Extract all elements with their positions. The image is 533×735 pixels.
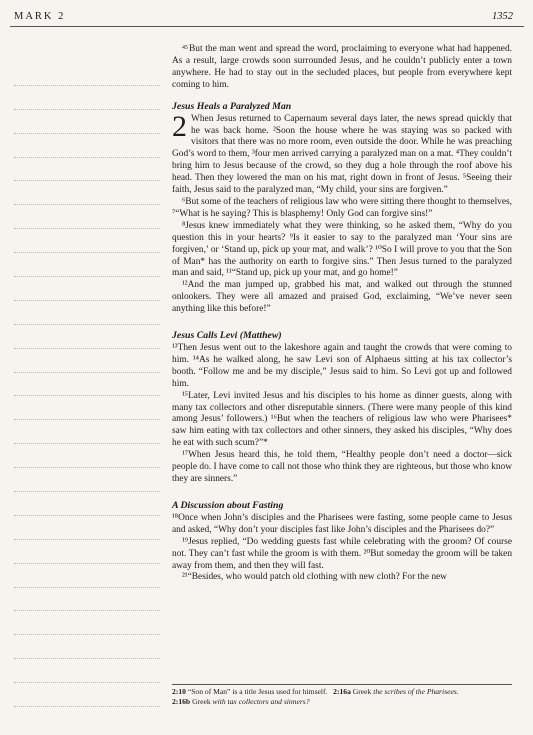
verse-paragraph: ¹³Then Jesus went out to the lakeshore again and taught the crowds that were coming to him. ¹⁴As he walked along, he saw Levi son of Alphaeus sitting at his tax collector’s booth. “Follow me and be my disciple,” Jesus said to him. So Levi got up and followed him. (172, 343, 512, 389)
page-number: 1352 (492, 11, 513, 22)
verse-paragraph: $^{45}$But the man went and spread the word, proclaiming to everyone what had happened. As a result, large crowds soon surrounded Jesus, and he couldn’t publicly enter a town anywhere. He had to stay out in the secluded places, but people from everywhere kept coming to him. (172, 44, 512, 90)
footnote-ref: 2:10 (172, 687, 186, 696)
verse-paragraph: ¹⁷When Jesus heard this, he told them, “Healthy people don’t need a doctor—sick people do. I have come to call not those who think they are righteous, but those who know they are sinners.” (172, 450, 512, 484)
verse-paragraph: ¹⁵Later, Levi invited Jesus and his disciples to his home as dinner guests, along with many tax collectors and other disreputable sinners. (There were many people of this kind among Jesus’ followers.) ¹⁶But when the teachers of religious law who were Pharisees* saw him eating with tax collectors and other sinners, they asked his disciples, “Why does he eat with such scum?”* (172, 390, 512, 449)
header-rule (10, 26, 524, 27)
footnote-text: the scribes of the Pharisees. (373, 687, 459, 696)
verse-paragraph: ¹⁸Once when John’s disciples and the Pharisees were fasting, some people came to Jesus and asked, “Why don’t your disciples fast like John’s disciples and the Pharisees do?” (172, 512, 512, 535)
verse-number: 45 (182, 45, 188, 51)
scripture-text (172, 44, 512, 584)
chapter-number: 2 (172, 109, 187, 143)
verse-paragraph: ⁸Jesus knew immediately what they were thinking, so he asked them, “Why do you question this in your hearts? ⁹Is it easier to say to the paralyzed man ‘Your sins are forgiven,’ or ‘Stand up, pick up your mat, and walk’? ¹⁰So I will prove to you that the Son of Man* has the authority on earth to forgive sins.” Then Jesus turned to the paralyzed man and said, ¹¹“Stand up, pick up your mat, and go home!” (172, 220, 512, 279)
verse-paragraph: ²¹“Besides, who would patch old clothing with new cloth? For the new (182, 572, 447, 583)
verse-paragraph: ¹²And the man jumped up, grabbed his mat, and walked out through the stunned onlookers. They were all amazed and praised God, exclaiming, “We’ve never seen anything like this before!” (172, 280, 512, 315)
section-heading: Jesus Calls Levi (Matthew) (172, 330, 282, 342)
footnote-ref: 2:16b (172, 696, 191, 706)
footnote-lead: Greek (192, 696, 211, 706)
verse-paragraph: ⁶But some of the teachers of religious law who were sitting there thought to themselves, ⁷“What is he saying? This is blasphemy! Only God can forgive sins!” (172, 196, 513, 219)
footnote-ref: 2:16a (333, 687, 351, 696)
section-heading: A Discussion about Fasting (172, 499, 284, 511)
footnote-text: “Son of Man” is a title Jesus used for himself. (187, 687, 328, 696)
section-heading: Jesus Heals a Paralyzed Man (172, 100, 292, 112)
journaling-margin (14, 62, 160, 707)
verse-paragraph: ¹⁹Jesus replied, “Do wedding guests fast while celebrating with the groom? Of course not. They can’t fast while the groom is with them. ²⁰But someday the groom will be taken away from them, and then they will fast. (172, 536, 512, 571)
running-header-book: MARK 2 (14, 11, 66, 22)
footnote-text: with tax collectors and sinners? (212, 696, 310, 706)
footnote-lead: Greek (352, 687, 372, 696)
footnotes (172, 684, 512, 707)
verse-paragraph: 2 When Jesus returned to Capernaum several days later, the news spread quickly that he was back home. ²Soon the house where he was staying was so packed with visitors that there was no more room, even outside the door. While he was preaching God’s word to them, ³four men arrived carrying a paralyzed man on a mat. ⁴They couldn’t bring him to Jesus because of the crowd, so they dug a hole through the roof above his head. Then they lowered the man on his mat, right down in front of Jesus. ⁵Seeing their faith, Jesus said to the paralyzed man, “My child, your sins are forgiven.” (172, 109, 512, 196)
